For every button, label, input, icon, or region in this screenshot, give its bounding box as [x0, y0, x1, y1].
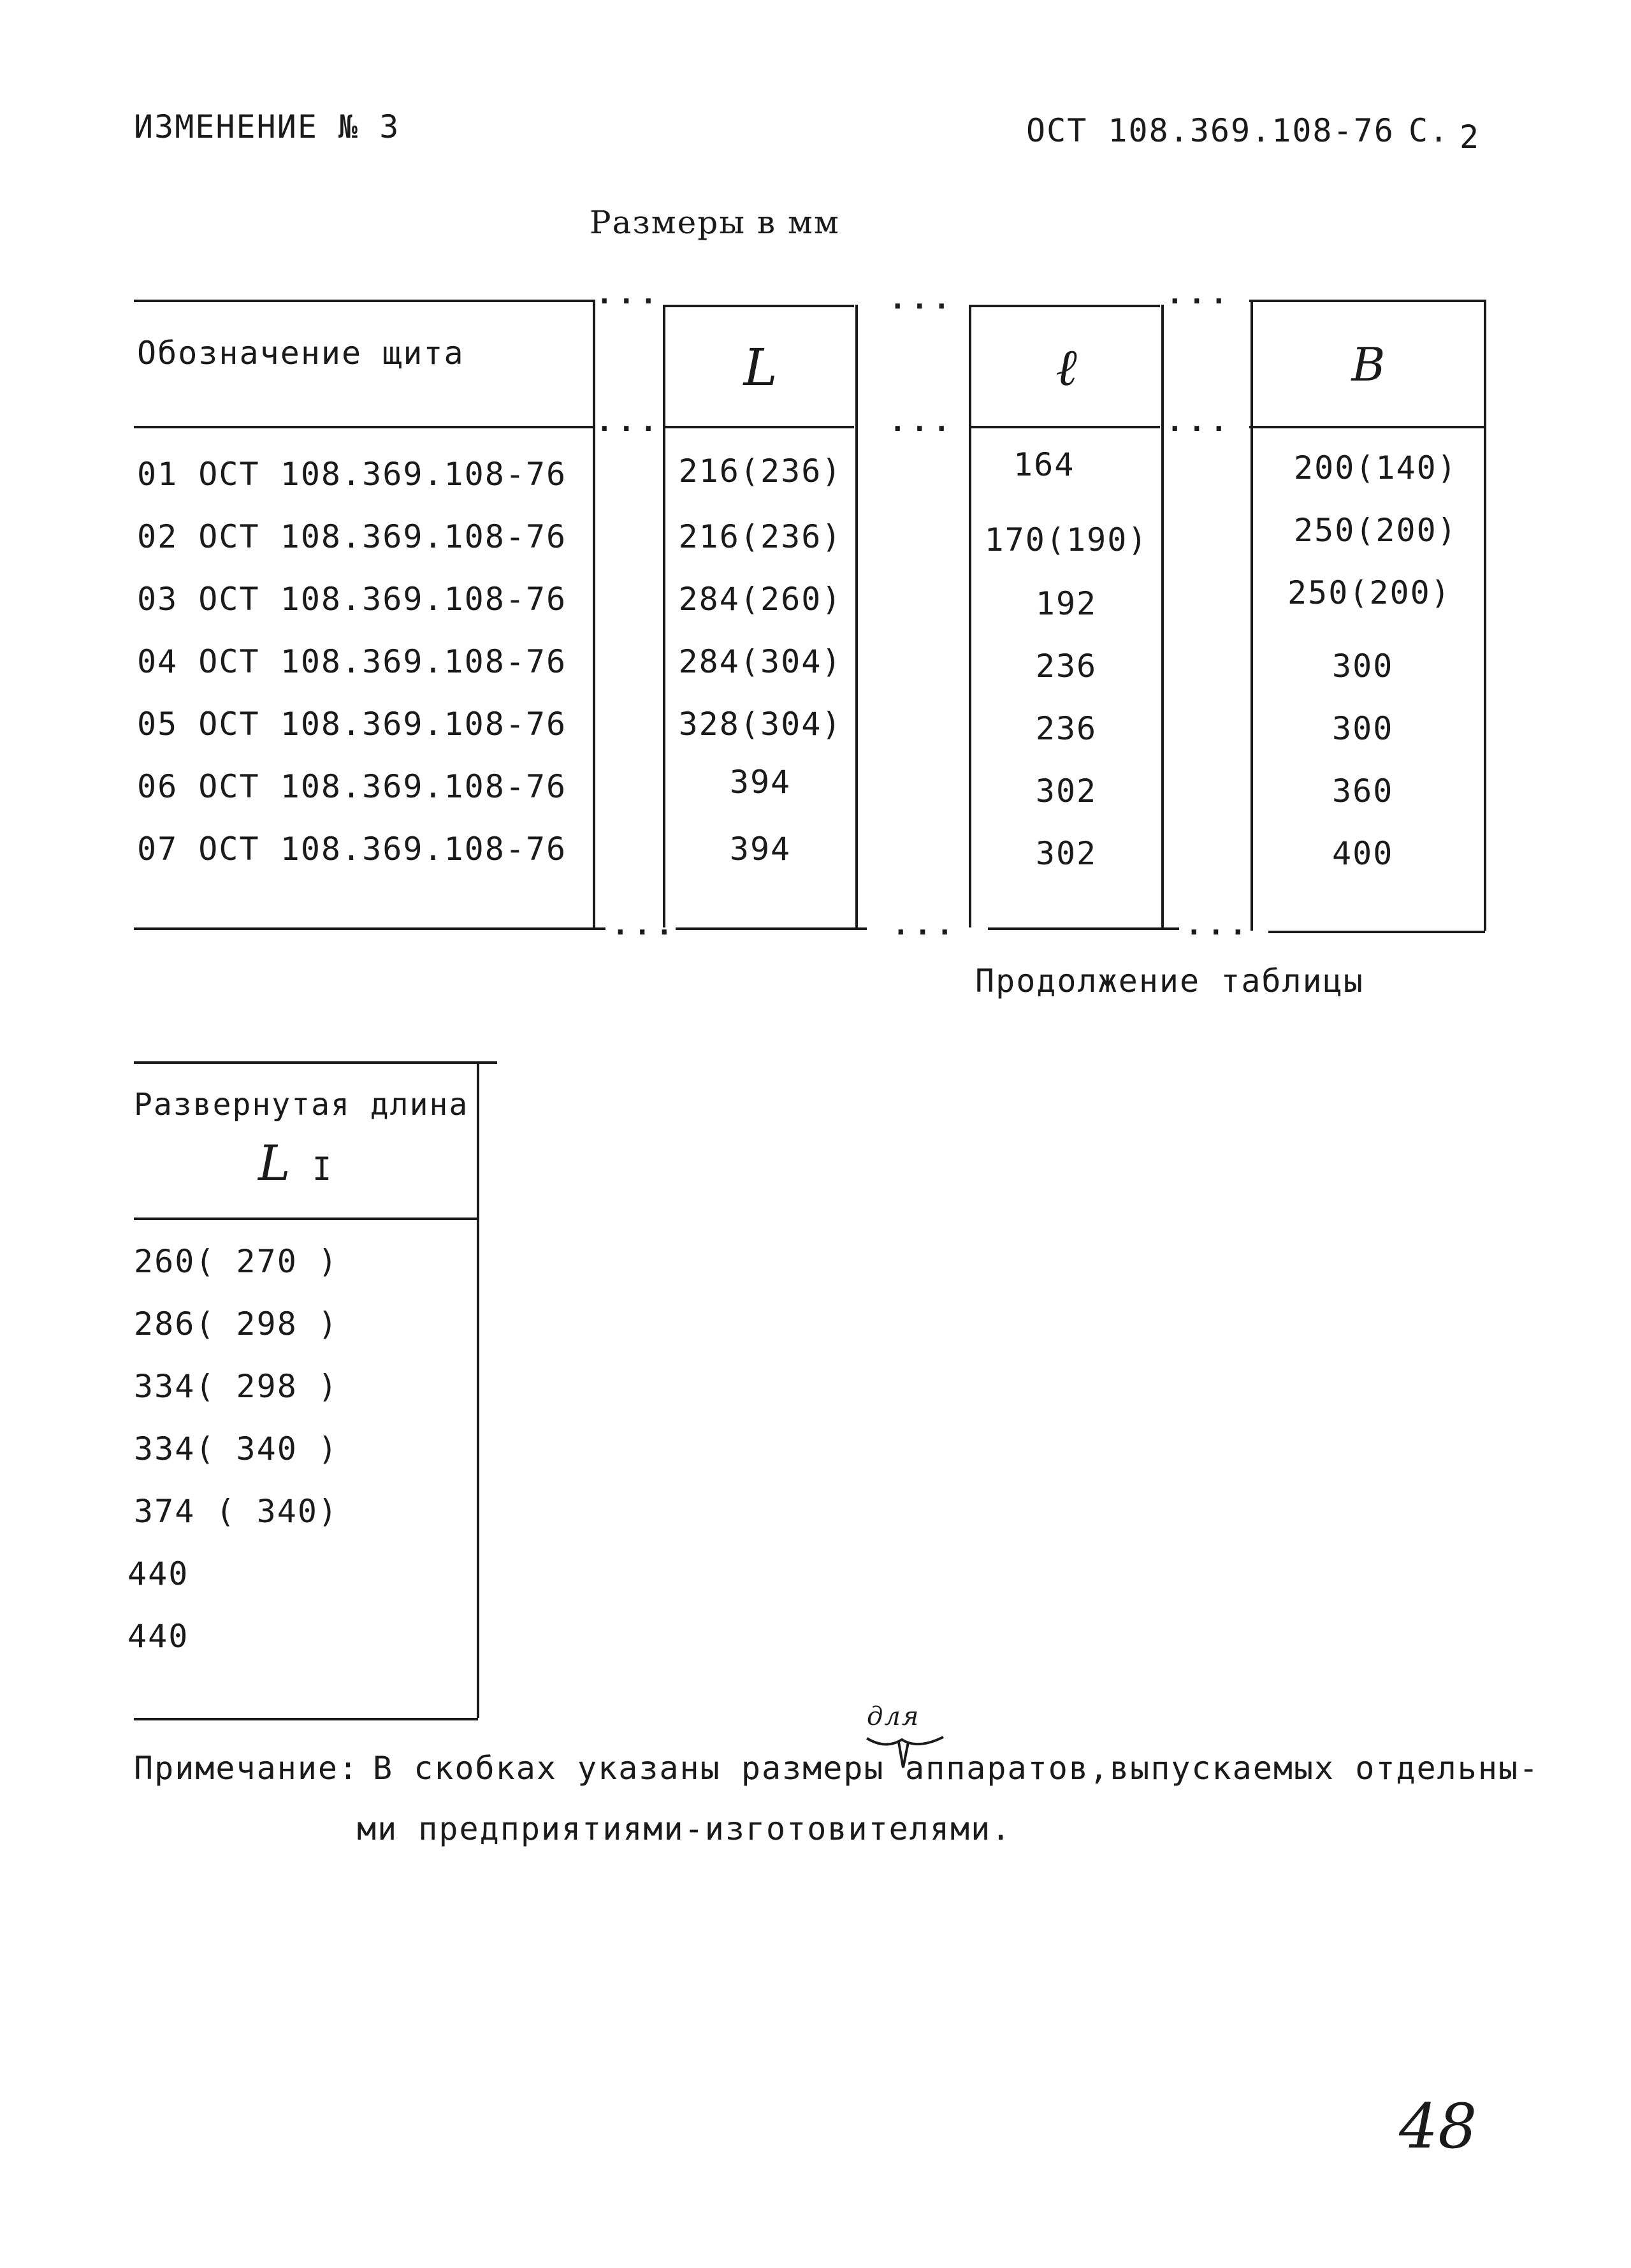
table-cell-l: 192 — [1035, 585, 1098, 622]
ellipsis-marker: ... — [1166, 278, 1233, 310]
table-cell-L: 394 — [729, 764, 792, 801]
table-cell-L: 284(304) — [678, 643, 843, 680]
table-cell-l: 170(190) — [984, 521, 1149, 558]
table-top-rule — [969, 305, 1160, 307]
continuation-caption: Продолжение таблицы — [975, 963, 1364, 1000]
column-divider — [1484, 300, 1486, 931]
table-cell-l: 302 — [1035, 773, 1098, 810]
column-divider — [593, 300, 595, 927]
column-divider — [855, 305, 858, 927]
document-code: ОСТ 108.369.108-76 — [1026, 112, 1395, 149]
table-cell-l: 236 — [1035, 710, 1098, 747]
table-bottom-rule — [134, 1718, 478, 1720]
note-insert: для — [867, 1702, 920, 1731]
table-cell-L1: 260( 270 ) — [134, 1243, 339, 1280]
table-cell-L: 328(304) — [678, 706, 843, 743]
change-number-label: ИЗМЕНЕНИЕ № 3 — [134, 108, 400, 145]
header-rule — [134, 1218, 478, 1220]
table-row-designation: 05 ОСТ 108.369.108-76 — [137, 706, 567, 743]
table-row-designation: 04 ОСТ 108.369.108-76 — [137, 643, 567, 680]
table-row-designation: 06 ОСТ 108.369.108-76 — [137, 768, 567, 805]
note-line2: ми предприятиями-изготовителями. — [357, 1810, 1012, 1847]
table-top-rule — [1249, 300, 1485, 302]
table-cell-l: 236 — [1035, 648, 1098, 685]
ellipsis-marker: ... — [596, 278, 662, 310]
ellipsis-marker: ... — [1166, 405, 1233, 438]
table-cell-B: 200(140) — [1294, 449, 1458, 486]
units-caption: Размеры в мм — [590, 204, 840, 241]
header-unfolded-length: Развернутая длина — [134, 1087, 469, 1123]
page-number: 2 — [1460, 119, 1481, 156]
table-top-rule — [663, 305, 854, 307]
table-row-designation: 07 ОСТ 108.369.108-76 — [137, 831, 567, 868]
ellipsis-marker: ... — [596, 405, 662, 438]
header-length-L: L — [743, 338, 778, 397]
table-row-designation: 03 ОСТ 108.369.108-76 — [137, 581, 567, 618]
note-prefix: Примечание: — [134, 1750, 359, 1787]
table-cell-B: 300 — [1332, 710, 1394, 747]
ellipsis-marker: ... — [889, 405, 955, 438]
header-rule — [134, 426, 593, 428]
column-divider — [1161, 305, 1164, 927]
table-cell-l: 302 — [1035, 835, 1098, 872]
table-cell-L: 216(236) — [678, 453, 843, 490]
page-label: С. — [1409, 112, 1450, 149]
table-bottom-rule — [134, 927, 605, 930]
header-rule — [1249, 426, 1485, 428]
table-row-designation: 01 ОСТ 108.369.108-76 — [137, 456, 567, 493]
ellipsis-marker: ... — [612, 909, 678, 941]
table-cell-B: 250(200) — [1294, 512, 1458, 549]
table-cell-L1: 334( 298 ) — [134, 1368, 339, 1405]
note-text-part1: В скобках указаны размеры — [373, 1750, 885, 1787]
table-top-rule — [134, 1061, 497, 1064]
table-cell-B: 400 — [1332, 835, 1394, 872]
table-cell-B: 360 — [1332, 773, 1394, 810]
table-cell-L1: 440 — [127, 1618, 189, 1655]
header-subscript: I — [312, 1151, 333, 1188]
table-bottom-rule — [676, 927, 867, 930]
header-designation: Обозначение щита — [137, 335, 465, 372]
handwritten-page-number: 48 — [1399, 2091, 1477, 2162]
table-top-rule — [134, 300, 593, 302]
table-row-designation: 02 ОСТ 108.369.108-76 — [137, 518, 567, 555]
table-cell-l: 164 — [1013, 446, 1075, 483]
table-cell-L: 284(260) — [678, 581, 843, 618]
ellipsis-marker: ... — [892, 909, 959, 941]
column-divider — [477, 1061, 479, 1718]
table-cell-L1: 334( 340 ) — [134, 1430, 339, 1467]
header-length-l: ℓ — [1055, 338, 1077, 397]
table-cell-B: 250(200) — [1287, 574, 1451, 611]
ellipsis-marker: ... — [1185, 909, 1252, 941]
table-cell-L1: 286( 298 ) — [134, 1305, 339, 1342]
table-bottom-rule — [1268, 931, 1485, 933]
table-bottom-rule — [988, 927, 1179, 930]
table-cell-L: 216(236) — [678, 518, 843, 555]
table-cell-B: 300 — [1332, 648, 1394, 685]
note-text-part2: аппаратов,выпускаемых отдельны- — [905, 1750, 1540, 1787]
column-divider — [1250, 300, 1253, 931]
ellipsis-marker: ... — [889, 283, 955, 316]
header-rule — [663, 426, 854, 428]
table-cell-L1: 374 ( 340) — [134, 1493, 339, 1530]
header-symbol-L: L — [258, 1135, 291, 1191]
header-width-B: B — [1351, 338, 1386, 391]
header-rule — [969, 426, 1160, 428]
table-cell-L1: 440 — [127, 1555, 189, 1592]
table-cell-L: 394 — [729, 831, 792, 868]
